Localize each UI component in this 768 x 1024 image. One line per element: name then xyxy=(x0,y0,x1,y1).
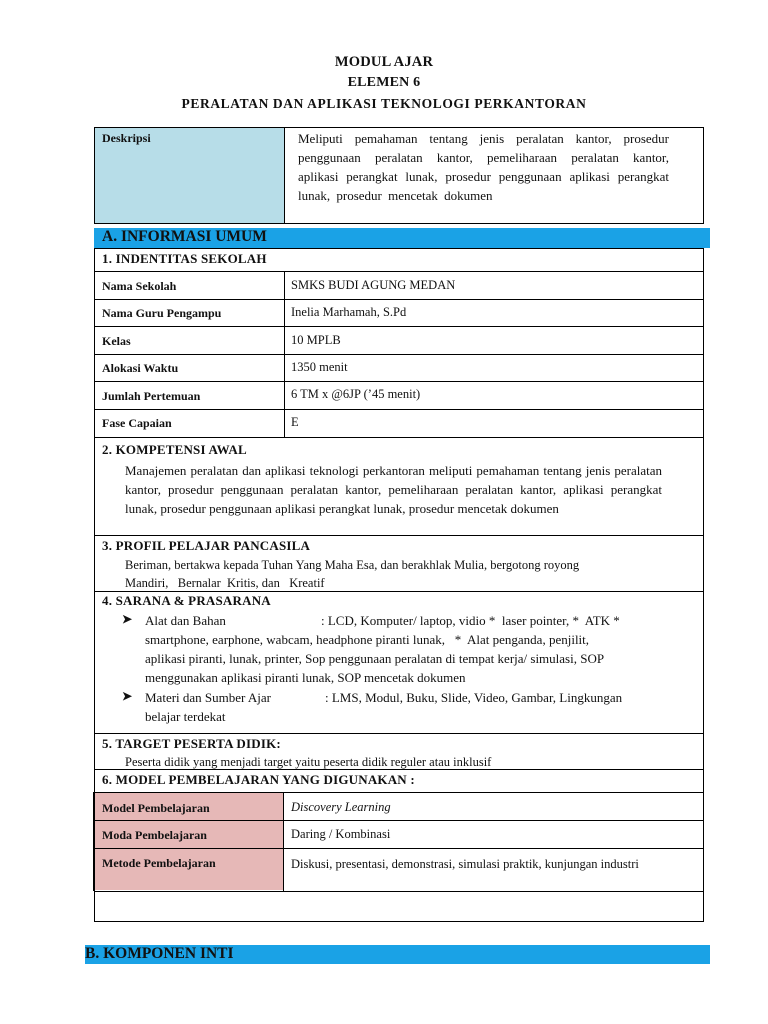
identity-value-time: 1350 menit xyxy=(291,360,348,374)
sarana-item2-label: Materi dan Sumber Ajar xyxy=(145,690,271,705)
bullet-arrow-icon: ➤ xyxy=(122,689,133,703)
section-a-title: A. INFORMASI UMUM xyxy=(102,228,267,245)
identity-label-time: Alokasi Waktu xyxy=(102,361,179,375)
identity-value-class: 10 MPLB xyxy=(291,333,341,347)
sarana-heading: 4. SARANA & PRASARANA xyxy=(102,593,271,608)
section-a-banner xyxy=(94,228,710,248)
profil-line-1: Beriman, bertakwa kepada Tuhan Yang Maha Esa, dan berakhlak Mulia, bergotong royong xyxy=(125,558,580,572)
document-title: MODUL AJAR xyxy=(334,54,434,70)
model-label: Model Pembelajaran xyxy=(102,801,210,815)
model-heading: 6. MODEL PEMBELAJARAN YANG DIGUNAKAN : xyxy=(102,772,415,787)
sarana-item1-line1: : LCD, Komputer/ laptop, vidio * laser pointer, * ATK * xyxy=(321,613,620,628)
sarana-item2-line1: : LMS, Modul, Buku, Slide, Video, Gambar, Lingkungan xyxy=(325,690,623,705)
profil-heading: 3. PROFIL PELAJAR PANCASILA xyxy=(102,538,311,553)
identity-value-phase: E xyxy=(291,415,299,429)
identity-label-phase: Fase Capaian xyxy=(102,416,172,430)
description-label: Deskripsi xyxy=(102,131,151,145)
kompetensi-text: Manajemen peralatan dan aplikasi teknologi perkantoran meliputi pemahaman tentang jenis peralatan kantor, prosedur penggunaan peralatan kantor, pemeliharaan peralatan kantor, aplikasi perangkat lunak, prosedur penggunaan aplikasi perangkat lunak, prosedur mencetak dokumen xyxy=(125,463,662,516)
moda-label: Moda Pembelajaran xyxy=(102,828,207,842)
identity-value-meetings: 6 TM x @6JP (’45 menit) xyxy=(291,387,421,401)
sarana-item1-line2: smartphone, earphone, wabcam, headphone piranti lunak, * Alat penganda, penjilit, xyxy=(145,632,590,647)
bullet-arrow-icon: ➤ xyxy=(122,612,133,626)
model-value: Discovery Learning xyxy=(291,800,391,814)
sarana-item1-label: Alat dan Bahan xyxy=(145,613,226,628)
identity-label-class: Kelas xyxy=(102,334,131,348)
subject-title: PERALATAN DAN APLIKASI TEKNOLOGI PERKANTORAN xyxy=(181,96,587,111)
identity-value-teacher: Inelia Marhamah, S.Pd xyxy=(291,305,407,319)
sarana-item1-line4: menggunakan aplikasi piranti lunak, SOP mencetak dokumen xyxy=(145,670,466,685)
kompetensi-heading: 2. KOMPETENSI AWAL xyxy=(102,442,247,457)
moda-value: Daring / Kombinasi xyxy=(291,827,391,841)
section-b-banner xyxy=(85,945,710,964)
identity-label-school: Nama Sekolah xyxy=(102,279,177,293)
profil-line-2: Mandiri, Bernalar Kritis, dan Kreatif xyxy=(125,576,325,590)
metode-value: Diskusi, presentasi, demonstrasi, simulasi praktik, kunjungan industri xyxy=(291,857,639,871)
identity-value-school: SMKS BUDI AGUNG MEDAN xyxy=(291,278,456,292)
element-title: ELEMEN 6 xyxy=(347,75,421,90)
identity-label-teacher: Nama Guru Pengampu xyxy=(102,306,222,320)
sarana-item2-line2: belajar terdekat xyxy=(145,709,226,724)
section-b-title: B. KOMPONEN INTI xyxy=(85,945,234,962)
description-text: Meliputi pemahaman tentang jenis peralatan kantor, prosedur penggunaan peralatan kantor, pemeliharaan peralatan kantor, aplikasi perangkat lunak, prosedur penggunaan aplikasi perangkat lunak, prosedur mencetak dokumen xyxy=(298,131,669,203)
target-heading: 5. TARGET PESERTA DIDIK: xyxy=(102,736,281,751)
identitas-heading: 1. INDENTITAS SEKOLAH xyxy=(102,251,267,266)
identity-label-meetings: Jumlah Pertemuan xyxy=(102,389,201,403)
metode-label: Metode Pembelajaran xyxy=(102,856,216,870)
sarana-item1-line3: aplikasi piranti, lunak, printer, Sop penggunaan peralatan di tempat kerja/ simulasi, SOP xyxy=(145,651,605,666)
target-text: Peserta didik yang menjadi target yaitu peserta didik reguler atau inklusif xyxy=(125,755,492,769)
